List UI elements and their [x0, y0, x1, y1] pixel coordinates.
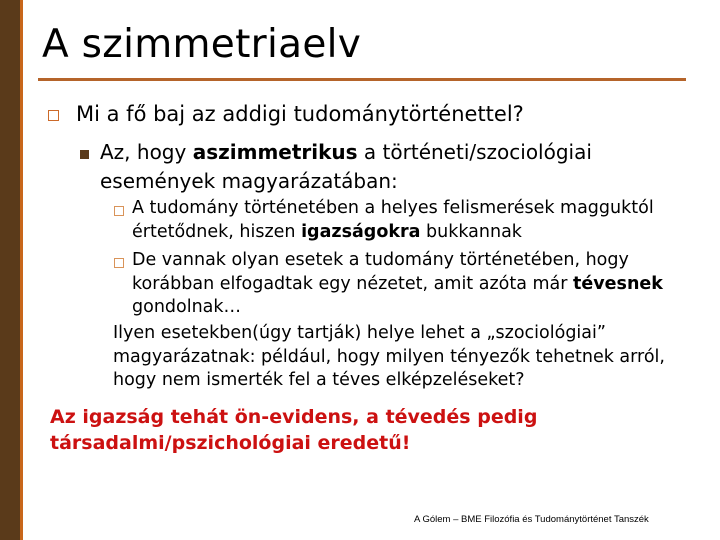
- level3-item-1-part2: bukkannak: [420, 221, 522, 242]
- slide-title: A szimmetriaelv: [42, 22, 362, 67]
- level2-text-part2: a történeti/szociológiai események magyarázatában:: [100, 140, 592, 193]
- level3-item-1: [132, 197, 692, 244]
- level2-text-bold: aszimmetrikus: [192, 140, 358, 164]
- left-decorative-bar: [0, 0, 20, 540]
- conclusion-text: Az igazság tehát ön-evidens, a tévedés pedig társadalmi/pszichológiai eredetű!: [50, 406, 538, 454]
- small-square-bullet-icon: [114, 258, 124, 268]
- explanation-paragraph: Ilyen esetekben(úgy tartják) helye lehet a „szociológiai” magyarázatnak: például, hogy milyen tényezők tehetnek arról, hogy nem ismerték fel a téves elképzeléseket?: [113, 323, 665, 390]
- hollow-square-bullet-icon: [48, 110, 59, 121]
- level3-item-1-bold: igazságokra: [301, 221, 421, 242]
- level3-item-2-part1: De vannak olyan esetek a tudomány történetében, hogy korábban elfogadtak egy nézetet, amit azóta már: [132, 250, 629, 294]
- footer-credit: A Gólem – BME Filozófia és Tudománytörténet Tanszék: [414, 514, 649, 525]
- level2-text-part1: Az, hogy: [100, 140, 193, 164]
- level2-text: [100, 138, 710, 196]
- small-square-bullet-icon: [114, 206, 124, 216]
- title-underline: [38, 78, 686, 81]
- level1-question: Mi a fő baj az addigi tudománytörténettel?: [76, 102, 524, 126]
- level3-item-2: [132, 249, 692, 320]
- level3-item-1-part1: A tudomány történetében a helyes felismerések magguktól értetődnek, hiszen: [132, 198, 654, 242]
- level3-item-2-bold: tévesnek: [573, 273, 663, 294]
- filled-square-bullet-icon: [80, 150, 89, 159]
- left-accent-stripe: [20, 0, 23, 540]
- level3-item-2-part2: gondolnak…: [132, 297, 242, 317]
